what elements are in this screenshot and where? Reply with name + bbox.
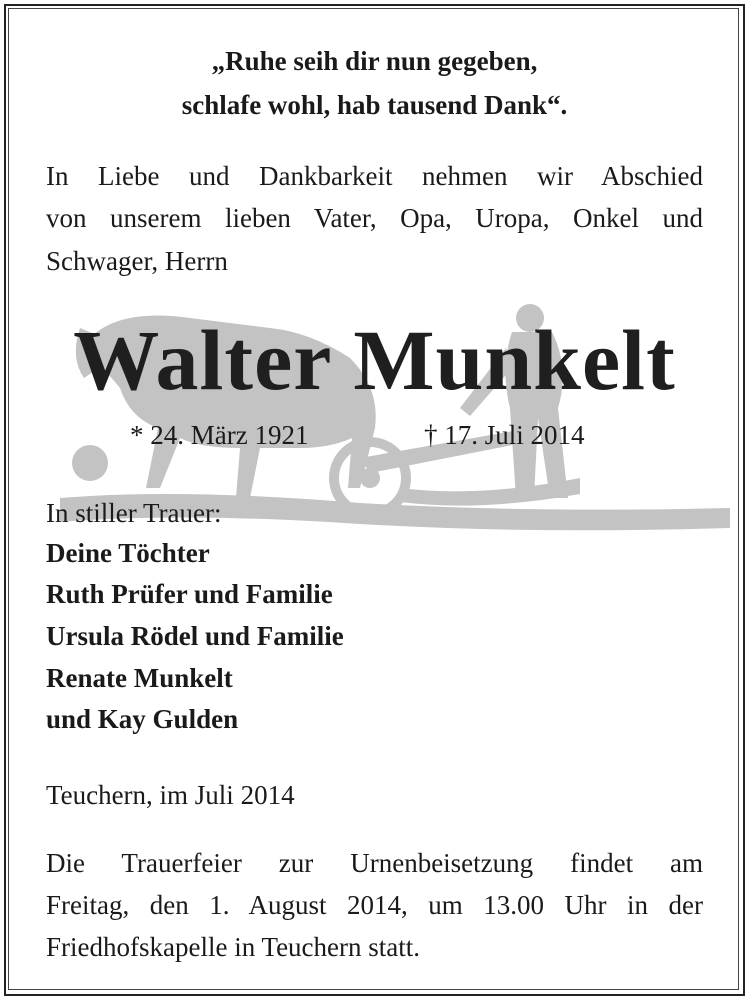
- birth-date: * 24. März 1921: [130, 420, 309, 450]
- death-date: † 17. Juli 2014: [424, 420, 585, 450]
- mourner-line: Renate Munkelt: [46, 663, 233, 693]
- funeral-line-3: Friedhofskapelle in Teuchern statt.: [46, 932, 421, 962]
- mourner-line: Ursula Rödel und Familie: [46, 621, 344, 651]
- mourner-line: Ruth Prüfer und Familie: [46, 579, 333, 609]
- mourner-line: Deine Töchter: [46, 538, 210, 568]
- intro-line-1: In Liebe und Dankbarkeit nehmen wir Abschied: [46, 161, 703, 191]
- mourner-line: und Kay Gulden: [46, 704, 239, 734]
- mourners-heading: In stiller Trauer:: [46, 498, 222, 528]
- funeral-line-1: Die Trauerfeier zur Urnenbeisetzung findet am: [46, 848, 703, 878]
- deceased-name: Walter Munkelt: [73, 312, 676, 408]
- place-date: Teuchern, im Juli 2014: [46, 780, 295, 810]
- funeral-line-2: Freitag, den 1. August 2014, um 13.00 Uhr in der: [46, 890, 703, 920]
- intro-line-3: Schwager, Herrn: [46, 246, 228, 276]
- intro-line-2: von unserem lieben Vater, Opa, Uropa, Onkel und: [46, 203, 703, 233]
- motto-line-2: schlafe wohl, hab tausend Dank“.: [181, 90, 568, 120]
- motto-line-1: „Ruhe seih dir nun gegeben,: [211, 46, 538, 76]
